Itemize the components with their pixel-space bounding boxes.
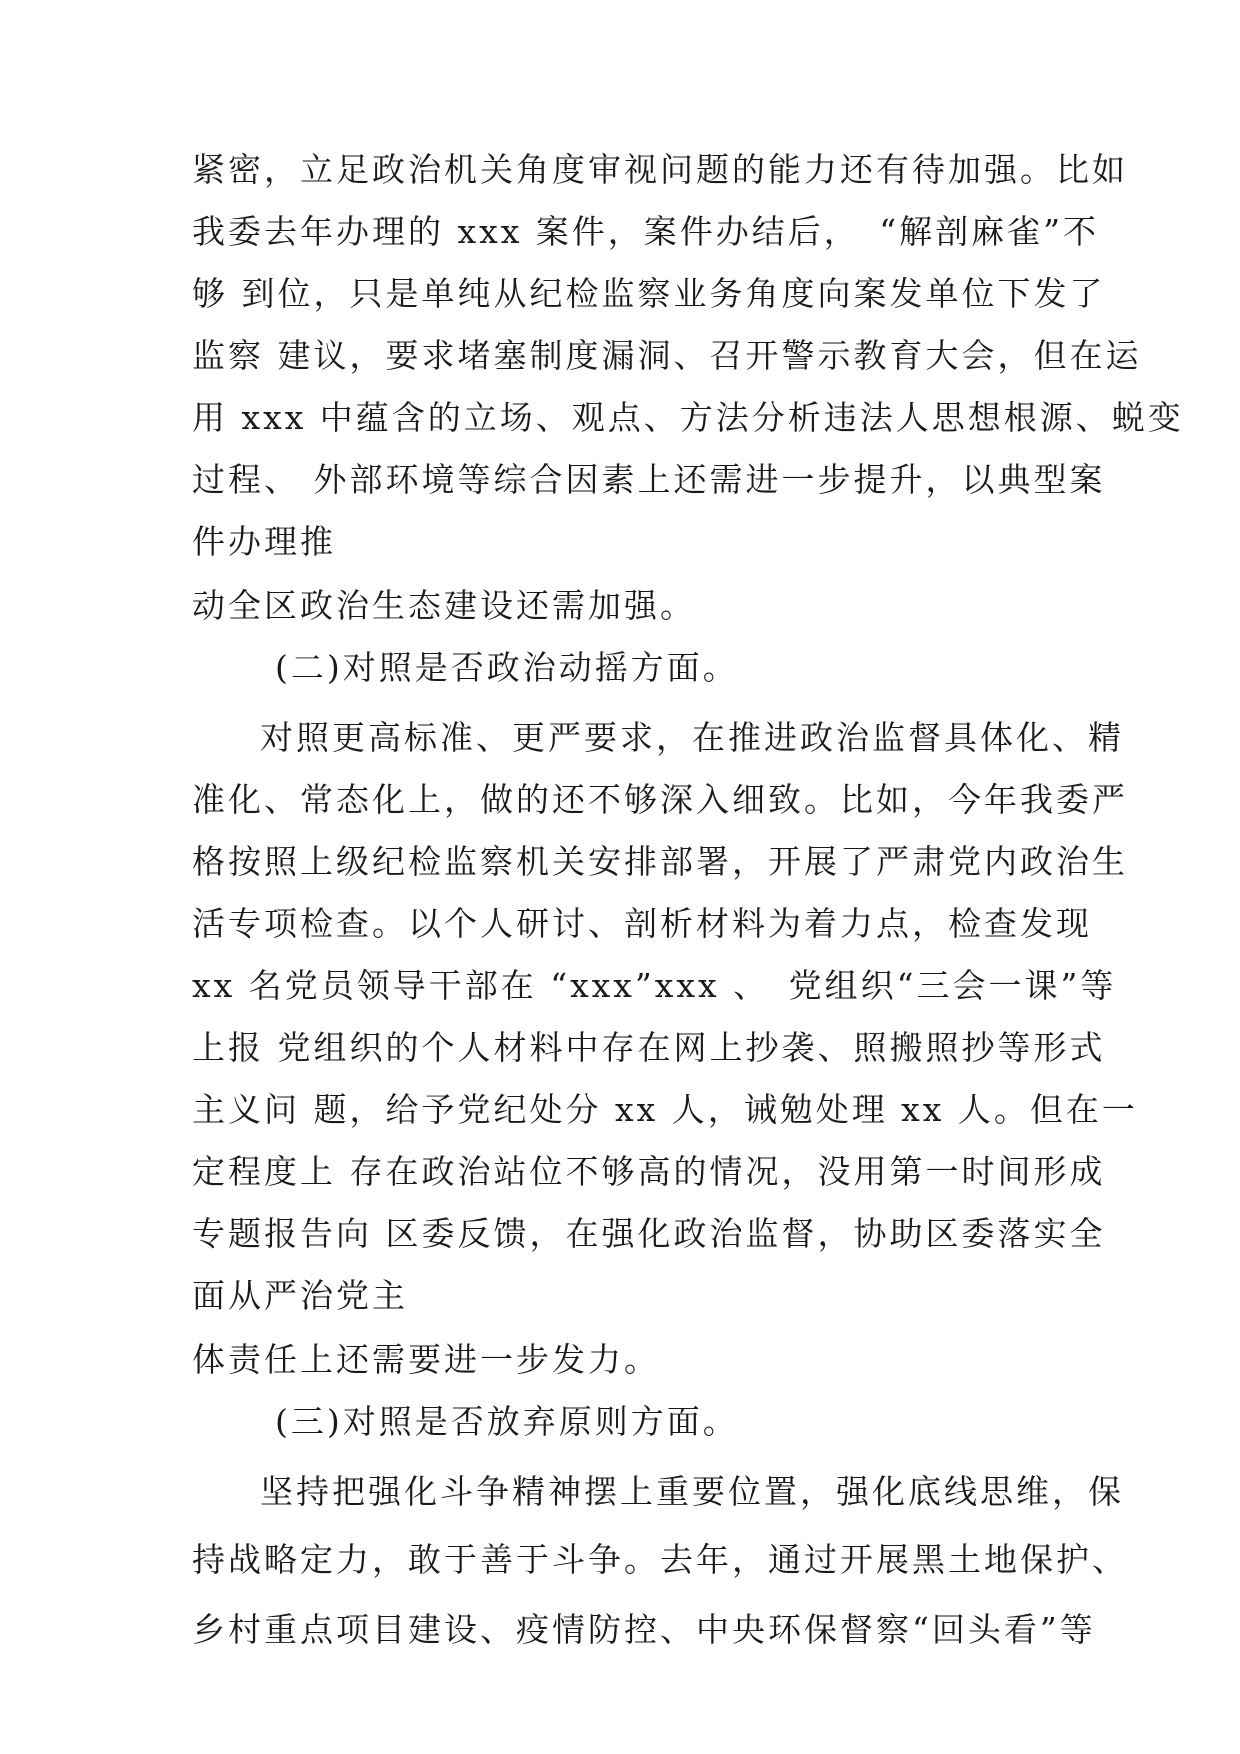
section-heading: (三)对照是否放弃原则方面。 <box>275 1402 739 1441</box>
text-line: 体责任上还需要进一步发力。 <box>192 1340 660 1379</box>
text-line: 动全区政治生态建设还需加强。 <box>192 586 696 625</box>
text-line: xx 名党员领导干部在 “xxx”xxx 、 党组织“三会一课”等 <box>192 966 1117 1005</box>
text-line: 面从严治党主 <box>192 1276 408 1315</box>
text-line: 用 xxx 中蕴含的立场、观点、方法分析违法人思想根源、蜕变 <box>192 398 1184 437</box>
text-line: 监察 建议，要求堵塞制度漏洞、召开警示教育大会，但在运 <box>192 336 1142 375</box>
text-line: 上报 党组织的个人材料中存在网上抄袭、照搬照抄等形式 <box>192 1028 1106 1067</box>
text-line: 定程度上 存在政治站位不够高的情况，没用第一时间形成 <box>192 1152 1106 1191</box>
text-line: 够 到位，只是单纯从纪检监察业务角度向案发单位下发了 <box>192 274 1106 313</box>
text-line: 乡村重点项目建设、疫情防控、中央环保督察“回头看”等 <box>192 1610 1096 1649</box>
text-line: 我委去年办理的 xxx 案件，案件办结后， “解剖麻雀”不 <box>192 212 1100 251</box>
text-line: 件办理推 <box>192 522 336 561</box>
text-line: 格按照上级纪检监察机关安排部署，开展了严肃党内政治生 <box>192 842 1128 881</box>
paragraph-first-line: 对照更高标准、更严要求，在推进政治监督具体化、精 <box>260 718 1124 757</box>
text-line: 专题报告向 区委反馈，在强化政治监督，协助区委落实全 <box>192 1214 1106 1253</box>
text-line: 过程、 外部环境等综合因素上还需进一步提升，以典型案 <box>192 460 1106 499</box>
text-line: 持战略定力，敢于善于斗争。去年，通过开展黑土地保护、 <box>192 1540 1128 1579</box>
text-line: 活专项检查。以个人研讨、剖析材料为着力点，检查发现 <box>192 904 1092 943</box>
paragraph-first-line: 坚持把强化斗争精神摆上重要位置，强化底线思维，保 <box>260 1472 1124 1511</box>
text-line: 主义问 题，给予党纪处分 xx 人，诫勉处理 xx 人。但在一 <box>192 1090 1138 1129</box>
section-heading: (二)对照是否政治动摇方面。 <box>275 648 739 687</box>
text-line: 准化、常态化上，做的还不够深入细致。比如，今年我委严 <box>192 780 1128 819</box>
text-line: 紧密，立足政治机关角度审视问题的能力还有待加强。比如 <box>192 150 1128 189</box>
